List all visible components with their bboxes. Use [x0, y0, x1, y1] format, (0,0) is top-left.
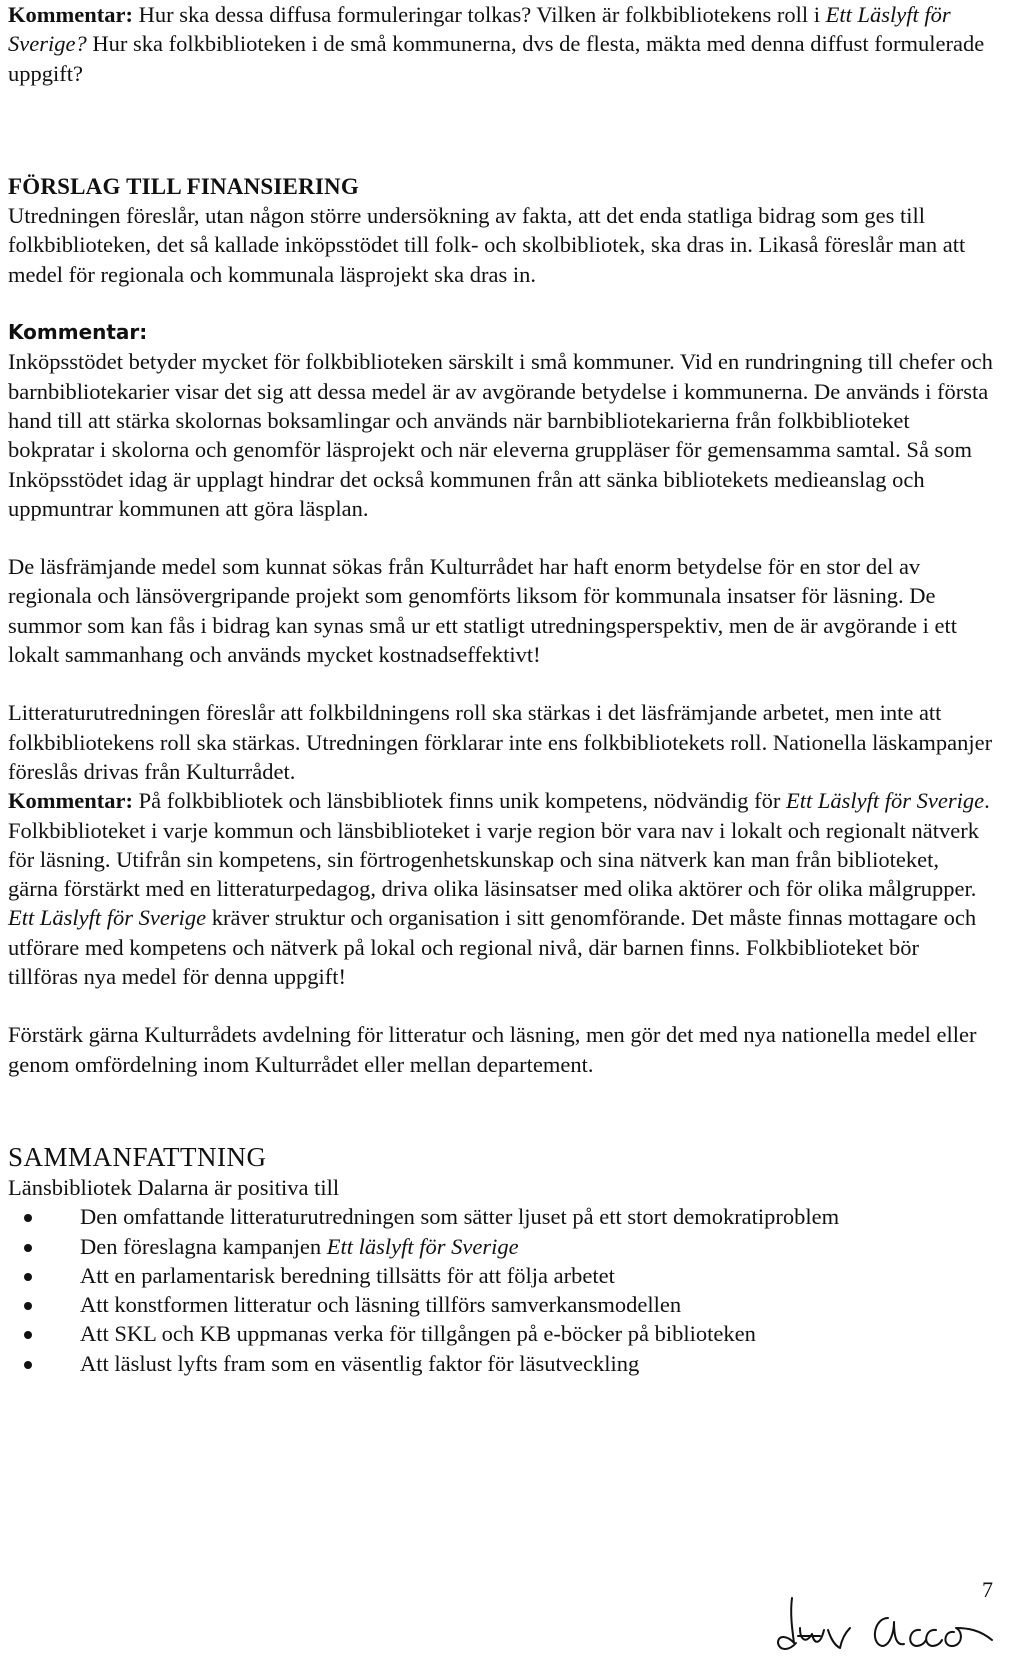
page-number: 7 — [982, 1577, 993, 1602]
intro-paragraph: Kommentar: Hur ska dessa diffusa formuleringar tolkas? Vilken är folkbibliotekens roll i Ett Läslyft för Sverige? Hur ska folkbiblioteken i de små kommunerna, dvs de flesta, mäkta med denna diffust formulerade uppgift? — [8, 2, 985, 86]
forstark-paragraph: Förstärk gärna Kulturrådets avdelning för litteratur och läsning, men gör det med nya nationella medel eller genom omfördelning inom Kulturrådet eller mellan departement. — [8, 1022, 977, 1077]
comment-label: Kommentar: — [8, 788, 133, 814]
section-heading-financing: FÖRSLAG TILL FINANSIERING — [8, 173, 359, 199]
comment-label: Kommentar: — [8, 320, 148, 345]
handwritten-signature — [770, 1588, 1020, 1660]
list-item: Att läslust lyfts fram som en väsentlig faktor för läsutveckling — [80, 1349, 993, 1378]
comment-label: Kommentar: — [8, 2, 133, 27]
list-item: Att en parlamentarisk beredning tillsätts för att följa arbetet — [80, 1261, 993, 1290]
summary-lead: Länsbibliotek Dalarna är positiva till — [8, 1174, 340, 1200]
list-item: Att SKL och KB uppmanas verka för tillgången på e-böcker på biblioteken — [80, 1319, 993, 1348]
list-item: Att konstformen litteratur och läsning tillförs samverkansmodellen — [80, 1290, 993, 1319]
list-item: Den omfattande litteraturutredningen som sätter ljuset på ett stort demokratiproblem — [80, 1202, 993, 1231]
lasframjande-paragraph: De läsfrämjande medel som kunnat sökas från Kulturrådet har haft enorm betydelse för en stor del av regionala och länsövergripande projekt som genomförts liksom för kommunala insatser för läsning. De summor som kan fås i bidrag kan synas små ur ett statligt utredningsperspektiv, men de är avgörande i ett lokalt sammanhang och används mycket kostnadseffektivt! — [8, 554, 957, 668]
list-item: Den föreslagna kampanjen Ett läslyft för Sverige — [80, 1232, 993, 1261]
comment-paragraph: Inköpsstödet betyder mycket för folkbiblioteken särskilt i små kommuner. Vid en rundringning till chefer och barnbibliotekarier visar det sig att dessa medel är av avgörande betydelse i kommunerna. De används i första hand till att stärka skolornas boksamlingar och används när barnbibliotekarierna från folkbiblioteket bokpratar i skolorna och genomför läsprojekt och när eleverna gruppläser för gemensamma samtal. Så som Inköpsstödet idag är upplagt hindrar det också kommunen från att sänka bibliotekets medieanslag och uppmuntrar kommunen att göra läsplan. — [8, 349, 993, 521]
litteratur-paragraph: Litteraturutredningen föreslår att folkbildningens roll ska stärkas i det läsfrämjande arbetet, men inte att folkbibliotekens roll ska stärkas. Utredningen förklarar inte ens folkbibliotekets roll. Nationella läskampanjer föreslås drivas från Kulturrådet. — [8, 700, 993, 784]
document-page — [8, 0, 993, 1378]
section-heading-summary: SAMMANFATTNING — [8, 1141, 267, 1172]
financing-paragraph: Utredningen föreslår, utan någon större undersökning av fakta, att det enda statliga bidrag som ges till folkbiblioteken, det så kallade inköpsstödet till folk- och skolbibliotek, ska dras in. Likaså föreslår man att medel för regionala och kommunala läsprojekt ska dras in. — [8, 203, 966, 287]
summary-list — [8, 1202, 993, 1378]
comment2-paragraph: Kommentar: På folkbibliotek och länsbibliotek finns unik kompetens, nödvändig för Ett Läslyft för Sverige. Folkbiblioteket i varje kommun och länsbiblioteket i varje region bör vara nav i lokalt och regionalt nätverk för läsning. Utifrån sin kompetens, sin förtrogenhetskunskap och sina nätverk kan man från biblioteket, gärna förstärkt med en litteraturpedagog, driva olika läsinsatser med olika aktörer och för olika målgrupper. Ett Läslyft för Sverige kräver struktur och organisation i sitt genomförande. Det måste finnas mottagare och utförare med kompetens och nätverk på lokal och regional nivå, där barnen finns. Folkbiblioteket bör tillföras nya medel för denna uppgift! — [8, 788, 990, 990]
